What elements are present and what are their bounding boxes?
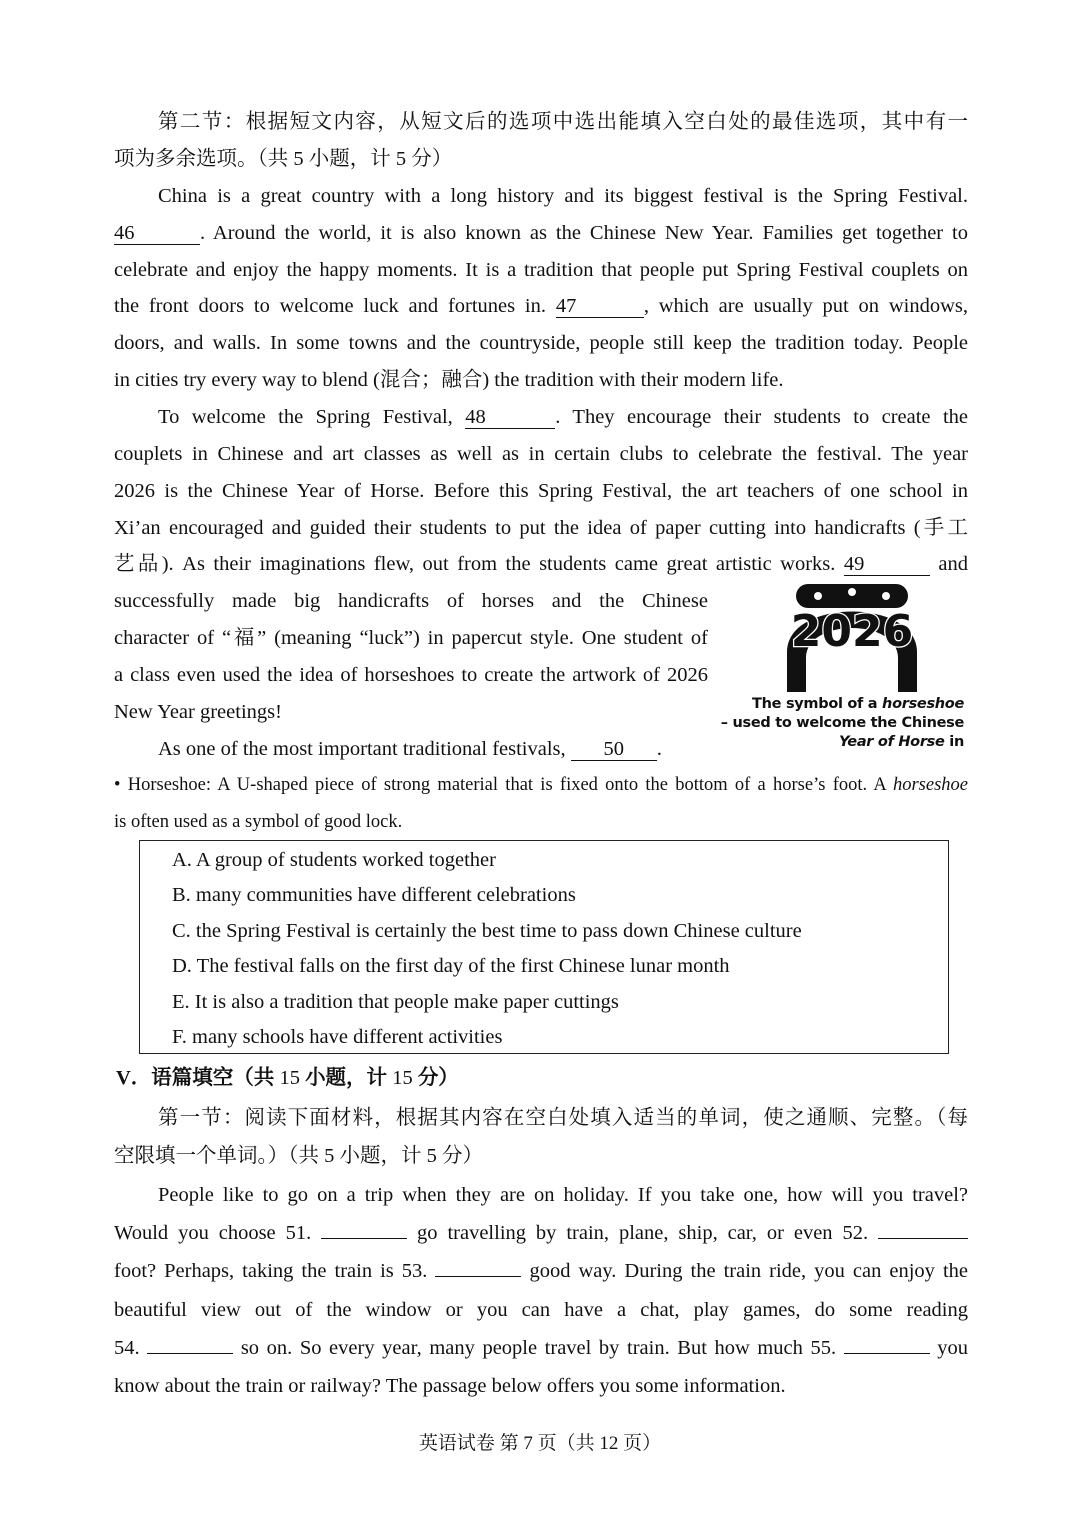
passage-a-line: New Year greetings! xyxy=(114,701,282,723)
horseshoe-note-cont: is often used as a symbol of good lock. xyxy=(114,812,403,832)
year-2026-label: 2026 xyxy=(790,606,914,657)
blank-51 xyxy=(321,1238,407,1239)
section2-instruction: 第二节：根据短文内容，从短文后的选项中选出能填入空白处的最佳选项，其中有一 xyxy=(158,111,968,133)
section5-instruction-cont: 空限填一个单词。）（共 5 小题，计 5 分） xyxy=(114,1145,483,1167)
passage-a-line: 46 . Around the world, it is also known as the Chinese New Year. Families get together to xyxy=(114,222,968,244)
passage-a-line: couplets in Chinese and art classes as well as in certain clubs to celebrate the festival. The year xyxy=(114,443,968,465)
option-a: A. A group of students worked together xyxy=(172,849,496,871)
page-footer: 英语试卷 第 7 页（共 12 页） xyxy=(418,1433,662,1454)
passage-a-line: China is a great country with a long history and its biggest festival is the Spring Festival. xyxy=(158,185,968,207)
passage-b-line: foot? Perhaps, taking the train is 53. good way. During the train ride, you can enjoy the xyxy=(114,1260,968,1282)
options-box xyxy=(139,840,949,1054)
figure-caption-line: Year of Horse in xyxy=(838,734,964,750)
passage-a-line: To welcome the Spring Festival, 48 . They encourage their students to create the xyxy=(158,406,968,428)
blank-55 xyxy=(844,1353,930,1354)
option-c: C. the Spring Festival is certainly the best time to pass down Chinese culture xyxy=(172,920,802,942)
section5-heading: V．语篇填空（共 15 小题，计 15 分） xyxy=(116,1067,459,1089)
horseshoe-icon xyxy=(722,580,972,695)
passage-a-line: character of “福” (meaning “luck”) in papercut style. One student of xyxy=(114,627,708,649)
blank-46: 46 xyxy=(114,222,200,245)
option-b: B. many communities have different celebrations xyxy=(172,884,576,906)
section2-instruction-cont: 项为多余选项。（共 5 小题，计 5 分） xyxy=(114,148,453,170)
blank-52 xyxy=(878,1238,968,1239)
passage-a-line: 艺品). As their imaginations flew, out from the students came great artistic works. 49 and xyxy=(114,553,968,575)
passage-b-line: 54. so on. So every year, many people travel by train. But how much 55. you xyxy=(114,1337,968,1359)
figure-caption-line: The symbol of a horseshoe xyxy=(752,696,964,712)
passage-a-line: celebrate and enjoy the happy moments. It is a tradition that people put Spring Festival couplets on xyxy=(114,259,968,281)
horseshoe-figure xyxy=(722,580,972,755)
passage-a-line: doors, and walls. In some towns and the countryside, people still keep the tradition today. People xyxy=(114,332,968,354)
passage-a-line: 2026 is the Chinese Year of Horse. Before this Spring Festival, the art teachers of one school in xyxy=(114,480,968,502)
passage-a-line: the front doors to welcome luck and fortunes in. 47 , which are usually put on windows, xyxy=(114,295,968,317)
blank-54 xyxy=(147,1353,233,1354)
passage-b-line: Would you choose 51. go travelling by train, plane, ship, car, or even 52. xyxy=(114,1219,968,1247)
figure-caption-line: – used to welcome the Chinese xyxy=(720,715,964,731)
passage-b-line: People like to go on a trip when they are on holiday. If you take one, how will you travel? xyxy=(158,1184,968,1206)
passage-b-line: know about the train or railway? The passage below offers you some information. xyxy=(114,1375,786,1397)
option-e: E. It is also a tradition that people make paper cuttings xyxy=(172,991,619,1013)
passage-a-line: a class even used the idea of horseshoes to create the artwork of 2026 xyxy=(114,664,708,686)
blank-47: 47 xyxy=(556,295,644,318)
blank-49: 49 xyxy=(844,553,930,576)
horseshoe-note: • Horseshoe: A U-shaped piece of strong material that is fixed onto the bottom of a horse’s foot. A horseshoe xyxy=(114,775,968,795)
passage-a-line: successfully made big handicrafts of horses and the Chinese xyxy=(114,590,708,612)
blank-48: 48 xyxy=(465,406,555,429)
passage-a-line: in cities try every way to blend (混合；融合) the tradition with their modern life. xyxy=(114,369,784,391)
section5-instruction: 第一节：阅读下面材料，根据其内容在空白处填入适当的单词，使之通顺、完整。（每 xyxy=(158,1107,968,1129)
option-d: D. The festival falls on the first day of the first Chinese lunar month xyxy=(172,955,730,977)
blank-53 xyxy=(435,1276,521,1277)
passage-b-line: beautiful view out of the window or you can have a chat, play games, do some reading xyxy=(114,1299,968,1321)
option-f: F. many schools have different activities xyxy=(172,1026,503,1048)
passage-a-line: As one of the most important traditional festivals, 50 . xyxy=(158,738,662,760)
passage-a-line: Xi’an encouraged and guided their students to put the idea of paper cutting into handicrafts (手工 xyxy=(114,517,968,539)
blank-50: 50 xyxy=(571,738,657,761)
